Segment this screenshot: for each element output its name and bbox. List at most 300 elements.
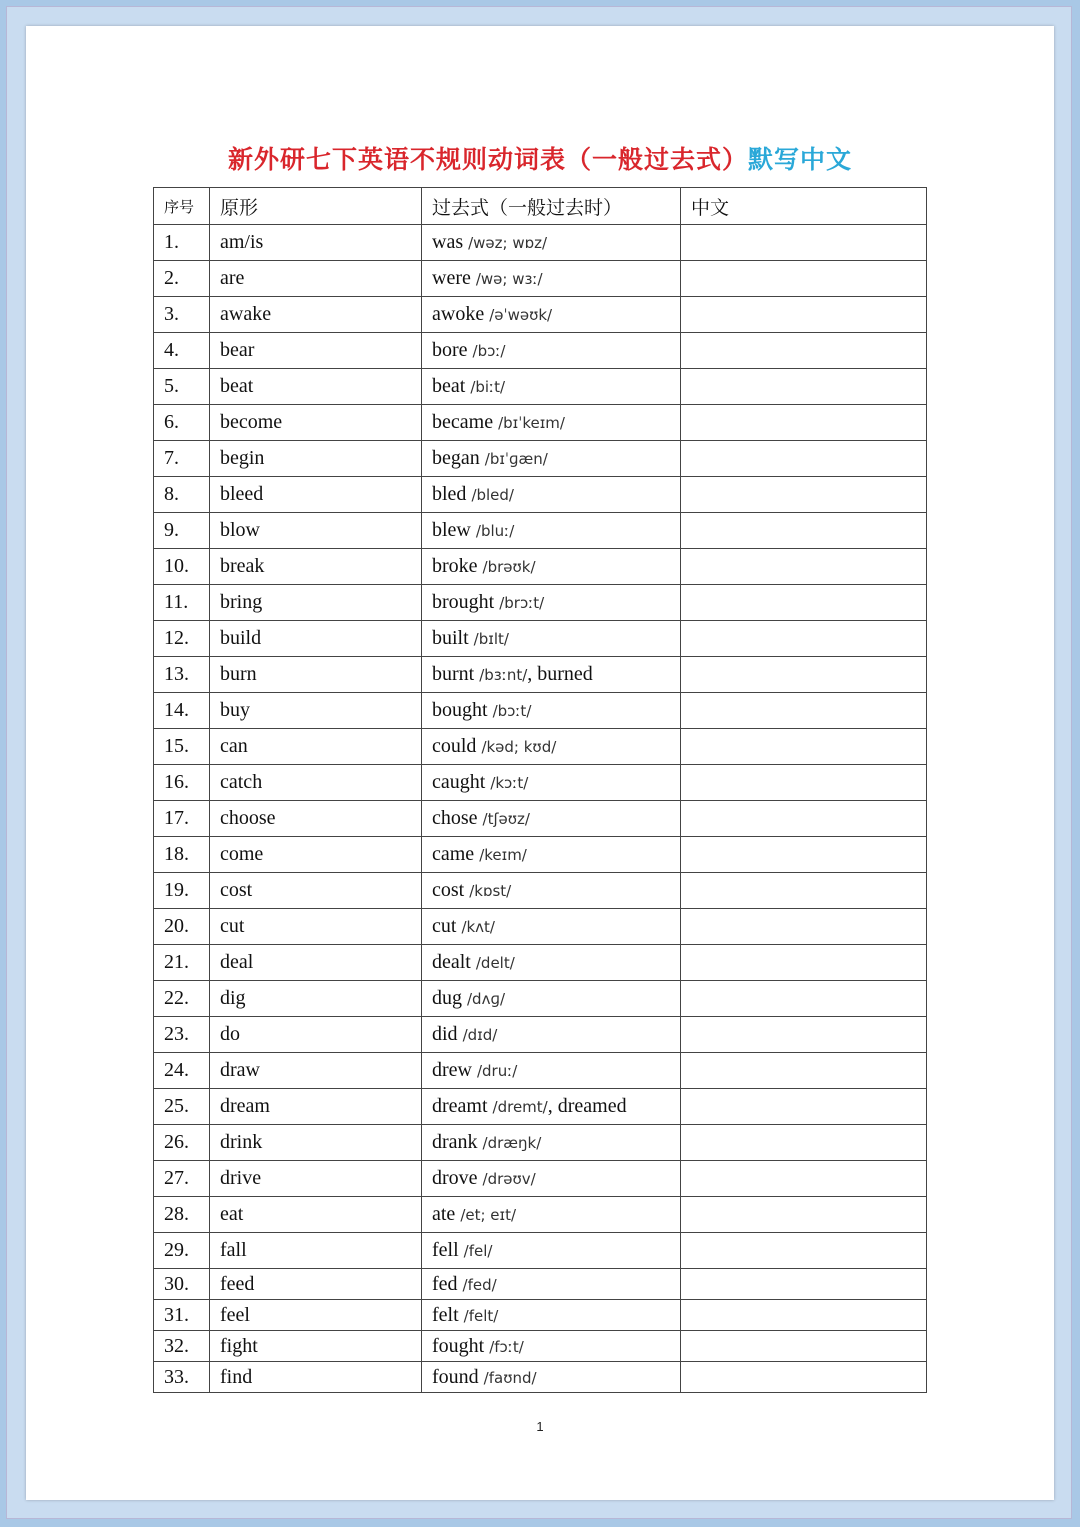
header-chinese: 中文 [681, 188, 927, 225]
past-ipa: /bɪˈkeɪm/ [498, 414, 565, 432]
cell-base [210, 1053, 422, 1089]
cell-number [154, 405, 210, 441]
past-form: began [432, 447, 480, 469]
row-number: 30. [164, 1272, 189, 1295]
cell-past [422, 873, 681, 909]
past-form: caught [432, 771, 486, 793]
cell-chinese[interactable] [681, 729, 927, 765]
base-form: find [220, 1365, 253, 1388]
past-form: ate [432, 1203, 456, 1225]
base-form: bleed [220, 483, 264, 505]
cell-number [154, 1125, 210, 1161]
table-row [154, 513, 927, 549]
past-ipa: /et; eɪt/ [460, 1206, 517, 1224]
base-form: burn [220, 663, 257, 685]
past-ipa: /wəz; wɒz/ [468, 234, 548, 252]
cell-chinese[interactable] [681, 1269, 927, 1300]
past-ipa: /dʌɡ/ [467, 990, 506, 1008]
base-form: are [220, 267, 245, 289]
cell-base [210, 909, 422, 945]
cell-past [422, 513, 681, 549]
row-number: 4. [164, 339, 179, 361]
cell-number [154, 1362, 210, 1393]
past-ipa: /bled/ [471, 486, 514, 504]
base-form: can [220, 735, 248, 757]
row-number: 13. [164, 663, 189, 685]
past-ipa: /wə; wɜː/ [475, 270, 543, 288]
cell-base [210, 477, 422, 513]
cell-past [422, 369, 681, 405]
cell-number [154, 1053, 210, 1089]
row-number: 23. [164, 1023, 189, 1045]
cell-chinese[interactable] [681, 1161, 927, 1197]
past-form: dreamt [432, 1095, 488, 1117]
base-form: eat [220, 1203, 244, 1225]
cell-number [154, 873, 210, 909]
cell-chinese[interactable] [681, 297, 927, 333]
cell-past [422, 1161, 681, 1197]
table-row [154, 1161, 927, 1197]
cell-past [422, 441, 681, 477]
cell-base [210, 945, 422, 981]
cell-number [154, 297, 210, 333]
past-ipa: /bluː/ [475, 522, 515, 540]
cell-number [154, 477, 210, 513]
cell-number [154, 549, 210, 585]
row-number: 15. [164, 735, 189, 757]
cell-chinese[interactable] [681, 1053, 927, 1089]
table-row [154, 297, 927, 333]
past-form: came [432, 843, 475, 865]
base-form: buy [220, 699, 250, 721]
cell-past [422, 225, 681, 261]
base-form: deal [220, 951, 254, 973]
cell-chinese[interactable] [681, 1233, 927, 1269]
cell-number [154, 1017, 210, 1053]
base-form: break [220, 555, 265, 577]
cell-number [154, 1331, 210, 1362]
cell-past [422, 261, 681, 297]
cell-past [422, 1362, 681, 1393]
table-row [154, 801, 927, 837]
cell-chinese[interactable] [681, 513, 927, 549]
past-ipa: /dremt/ [492, 1098, 548, 1116]
cell-past [422, 1197, 681, 1233]
cell-chinese[interactable] [681, 1125, 927, 1161]
cell-base [210, 1331, 422, 1362]
cell-number [154, 657, 210, 693]
cell-number [154, 1197, 210, 1233]
past-ipa: /kɒst/ [469, 882, 512, 900]
row-number: 5. [164, 375, 179, 397]
title-accent: 默写中文 [748, 145, 853, 174]
cell-base [210, 1197, 422, 1233]
cell-past [422, 405, 681, 441]
cell-past [422, 297, 681, 333]
table-row [154, 261, 927, 297]
table-row [154, 621, 927, 657]
cell-chinese[interactable] [681, 621, 927, 657]
base-form: awake [220, 303, 272, 325]
cell-chinese[interactable] [681, 693, 927, 729]
row-number: 18. [164, 843, 189, 865]
cell-past [422, 477, 681, 513]
past-ipa: /dɪd/ [462, 1026, 498, 1044]
cell-past [422, 1300, 681, 1331]
cell-base [210, 1089, 422, 1125]
cell-base [210, 981, 422, 1017]
table-row [154, 585, 927, 621]
cell-chinese[interactable] [681, 261, 927, 297]
cell-number [154, 981, 210, 1017]
row-number: 8. [164, 483, 179, 505]
cell-base [210, 369, 422, 405]
cell-base [210, 873, 422, 909]
cell-base [210, 405, 422, 441]
row-number: 2. [164, 267, 179, 289]
cell-number [154, 1233, 210, 1269]
cell-chinese[interactable] [681, 909, 927, 945]
past-ipa: /druː/ [476, 1062, 518, 1080]
past-form: bore [432, 339, 468, 361]
base-form: feed [220, 1272, 255, 1295]
cell-chinese[interactable] [681, 837, 927, 873]
table-row [154, 945, 927, 981]
past-form: drank [432, 1131, 478, 1153]
cell-chinese[interactable] [681, 1197, 927, 1233]
cell-chinese[interactable] [681, 1362, 927, 1393]
table-row [154, 1362, 927, 1393]
table-row [154, 1089, 927, 1125]
base-form: cut [220, 915, 245, 937]
cell-chinese[interactable] [681, 657, 927, 693]
cell-number [154, 945, 210, 981]
past-form: beat [432, 375, 466, 397]
base-form: dream [220, 1095, 270, 1117]
cell-base [210, 333, 422, 369]
cell-chinese[interactable] [681, 945, 927, 981]
table-row [154, 1197, 927, 1233]
past-ipa: /felt/ [463, 1306, 499, 1325]
past-form: could [432, 735, 477, 757]
table-row [154, 1331, 927, 1362]
header-number: 序号 [154, 188, 210, 225]
row-number: 11. [164, 591, 189, 613]
cell-number [154, 1089, 210, 1125]
table-row [154, 369, 927, 405]
cell-chinese[interactable] [681, 585, 927, 621]
row-number: 16. [164, 771, 189, 793]
cell-base [210, 1161, 422, 1197]
table-row [154, 693, 927, 729]
cell-past [422, 693, 681, 729]
row-number: 33. [164, 1365, 189, 1388]
cell-chinese[interactable] [681, 981, 927, 1017]
cell-base [210, 441, 422, 477]
past-ipa: /faʊnd/ [483, 1368, 537, 1387]
cell-base [210, 657, 422, 693]
past-form: chose [432, 807, 478, 829]
past-ipa: /fel/ [463, 1242, 493, 1260]
past-form: felt [432, 1303, 459, 1326]
cell-past [422, 909, 681, 945]
title-main: 新外研七下英语不规则动词表（一般过去式） [227, 145, 748, 174]
cell-chinese[interactable] [681, 1300, 927, 1331]
base-form: build [220, 627, 262, 649]
table-row [154, 1269, 927, 1300]
cell-chinese[interactable] [681, 1331, 927, 1362]
past-form: brought [432, 591, 495, 613]
base-form: catch [220, 771, 263, 793]
base-form: do [220, 1023, 240, 1045]
base-form: draw [220, 1059, 260, 1081]
past-ipa: /brəʊk/ [482, 558, 536, 576]
past-form: blew [432, 519, 471, 541]
cell-chinese[interactable] [681, 333, 927, 369]
cell-chinese[interactable] [681, 477, 927, 513]
base-form: drink [220, 1131, 263, 1153]
base-form: become [220, 411, 283, 433]
cell-past [422, 981, 681, 1017]
base-form: dig [220, 987, 246, 1009]
cell-chinese[interactable] [681, 405, 927, 441]
base-form: come [220, 843, 264, 865]
past-ipa: /brɔːt/ [499, 594, 545, 612]
row-number: 28. [164, 1203, 189, 1225]
base-form: cost [220, 879, 253, 901]
row-number: 25. [164, 1095, 189, 1117]
cell-number [154, 585, 210, 621]
table-row [154, 1300, 927, 1331]
table-row [154, 333, 927, 369]
past-form: was [432, 231, 464, 253]
row-number: 24. [164, 1059, 189, 1081]
cell-chinese[interactable] [681, 1089, 927, 1125]
cell-base [210, 1017, 422, 1053]
cell-base [210, 1269, 422, 1300]
cell-chinese[interactable] [681, 765, 927, 801]
cell-number [154, 261, 210, 297]
row-number: 31. [164, 1303, 189, 1326]
table-row [154, 837, 927, 873]
cell-past [422, 837, 681, 873]
cell-number [154, 513, 210, 549]
cell-base [210, 225, 422, 261]
cell-base [210, 549, 422, 585]
cell-number [154, 333, 210, 369]
cell-past [422, 657, 681, 693]
past-form: awoke [432, 303, 485, 325]
past-form: fell [432, 1239, 459, 1261]
base-form: beat [220, 375, 254, 397]
cell-past [422, 1089, 681, 1125]
cell-base [210, 297, 422, 333]
table-row [154, 405, 927, 441]
base-form: drive [220, 1167, 262, 1189]
row-number: 27. [164, 1167, 189, 1189]
row-number: 29. [164, 1239, 189, 1261]
cell-base [210, 729, 422, 765]
cell-chinese[interactable] [681, 549, 927, 585]
past-form: found [432, 1365, 479, 1388]
cell-base [210, 801, 422, 837]
past-form: dug [432, 987, 462, 1009]
table-row [154, 729, 927, 765]
past-form: burnt [432, 663, 475, 685]
table-row [154, 225, 927, 261]
cell-base [210, 693, 422, 729]
row-number: 3. [164, 303, 179, 325]
past-ipa: /dræŋk/ [482, 1134, 542, 1152]
cell-chinese[interactable] [681, 873, 927, 909]
cell-base [210, 513, 422, 549]
past-ipa: /bɔː/ [472, 342, 506, 360]
table-row [154, 441, 927, 477]
row-number: 17. [164, 807, 189, 829]
page-title [0, 140, 1080, 176]
past-form: cut [432, 915, 457, 937]
cell-chinese[interactable] [681, 369, 927, 405]
base-form: blow [220, 519, 260, 541]
base-form: am/is [220, 231, 264, 253]
row-number: 1. [164, 231, 179, 253]
past-ipa: /bɪlt/ [473, 630, 509, 648]
past-form: bled [432, 483, 467, 505]
cell-number [154, 441, 210, 477]
past-ipa: /kɔːt/ [490, 774, 529, 792]
past-form: did [432, 1023, 458, 1045]
past-ipa: /kʌt/ [461, 918, 495, 936]
cell-base [210, 1362, 422, 1393]
past-alt: , burned [527, 663, 593, 685]
base-form: fight [220, 1334, 258, 1357]
row-number: 22. [164, 987, 189, 1009]
table-row [154, 1053, 927, 1089]
table-row [154, 1125, 927, 1161]
cell-number [154, 765, 210, 801]
past-ipa: /bɔːt/ [492, 702, 532, 720]
row-number: 10. [164, 555, 189, 577]
past-ipa: /fɔːt/ [489, 1337, 524, 1356]
table-row [154, 873, 927, 909]
cell-base [210, 585, 422, 621]
cell-past [422, 621, 681, 657]
cell-chinese[interactable] [681, 225, 927, 261]
cell-past [422, 765, 681, 801]
row-number: 21. [164, 951, 189, 973]
header-base: 原形 [210, 188, 422, 225]
past-form: built [432, 627, 469, 649]
cell-past [422, 1331, 681, 1362]
table-row [154, 1233, 927, 1269]
past-form: dealt [432, 951, 471, 973]
cell-base [210, 837, 422, 873]
cell-number [154, 621, 210, 657]
table-row [154, 909, 927, 945]
cell-base [210, 1125, 422, 1161]
past-alt: , dreamed [547, 1095, 627, 1117]
base-form: begin [220, 447, 265, 469]
base-form: fall [220, 1239, 247, 1261]
cell-past [422, 549, 681, 585]
past-form: bought [432, 699, 488, 721]
base-form: bear [220, 339, 255, 361]
cell-number [154, 1300, 210, 1331]
cell-past [422, 945, 681, 981]
cell-number [154, 1269, 210, 1300]
past-form: cost [432, 879, 465, 901]
past-form: fought [432, 1334, 485, 1357]
past-ipa: /drəʊv/ [482, 1170, 536, 1188]
cell-number [154, 837, 210, 873]
cell-number [154, 729, 210, 765]
cell-base [210, 765, 422, 801]
cell-past [422, 1233, 681, 1269]
cell-past [422, 729, 681, 765]
cell-number [154, 909, 210, 945]
base-form: feel [220, 1303, 250, 1326]
verb-table [153, 187, 927, 1393]
past-ipa: /keɪm/ [479, 846, 527, 864]
past-form: fed [432, 1272, 458, 1295]
cell-number [154, 693, 210, 729]
cell-base [210, 261, 422, 297]
table-row [154, 1017, 927, 1053]
past-ipa: /biːt/ [470, 378, 506, 396]
row-number: 14. [164, 699, 189, 721]
table-row [154, 981, 927, 1017]
cell-past [422, 1125, 681, 1161]
past-ipa: /bɪˈɡæn/ [484, 450, 548, 468]
row-number: 20. [164, 915, 189, 937]
cell-base [210, 1300, 422, 1331]
cell-number [154, 225, 210, 261]
table-header-row [154, 188, 927, 225]
header-past: 过去式（一般过去时） [422, 188, 681, 225]
row-number: 19. [164, 879, 189, 901]
cell-past [422, 1017, 681, 1053]
table-row [154, 765, 927, 801]
past-form: drew [432, 1059, 472, 1081]
cell-number [154, 369, 210, 405]
cell-chinese[interactable] [681, 441, 927, 477]
cell-past [422, 1269, 681, 1300]
row-number: 9. [164, 519, 179, 541]
cell-base [210, 1233, 422, 1269]
past-ipa: /əˈwəʊk/ [489, 306, 553, 324]
cell-past [422, 333, 681, 369]
past-form: drove [432, 1167, 478, 1189]
table-row [154, 549, 927, 585]
cell-past [422, 585, 681, 621]
past-ipa: /fed/ [462, 1275, 497, 1294]
cell-number [154, 1161, 210, 1197]
past-ipa: /delt/ [475, 954, 515, 972]
cell-past [422, 1053, 681, 1089]
cell-number [154, 801, 210, 837]
page-number: 1 [536, 1419, 544, 1434]
cell-chinese[interactable] [681, 1017, 927, 1053]
cell-past [422, 801, 681, 837]
base-form: bring [220, 591, 263, 613]
table-row [154, 477, 927, 513]
row-number: 32. [164, 1334, 189, 1357]
past-form: became [432, 411, 494, 433]
row-number: 7. [164, 447, 179, 469]
cell-chinese[interactable] [681, 801, 927, 837]
cell-base [210, 621, 422, 657]
row-number: 26. [164, 1131, 189, 1153]
